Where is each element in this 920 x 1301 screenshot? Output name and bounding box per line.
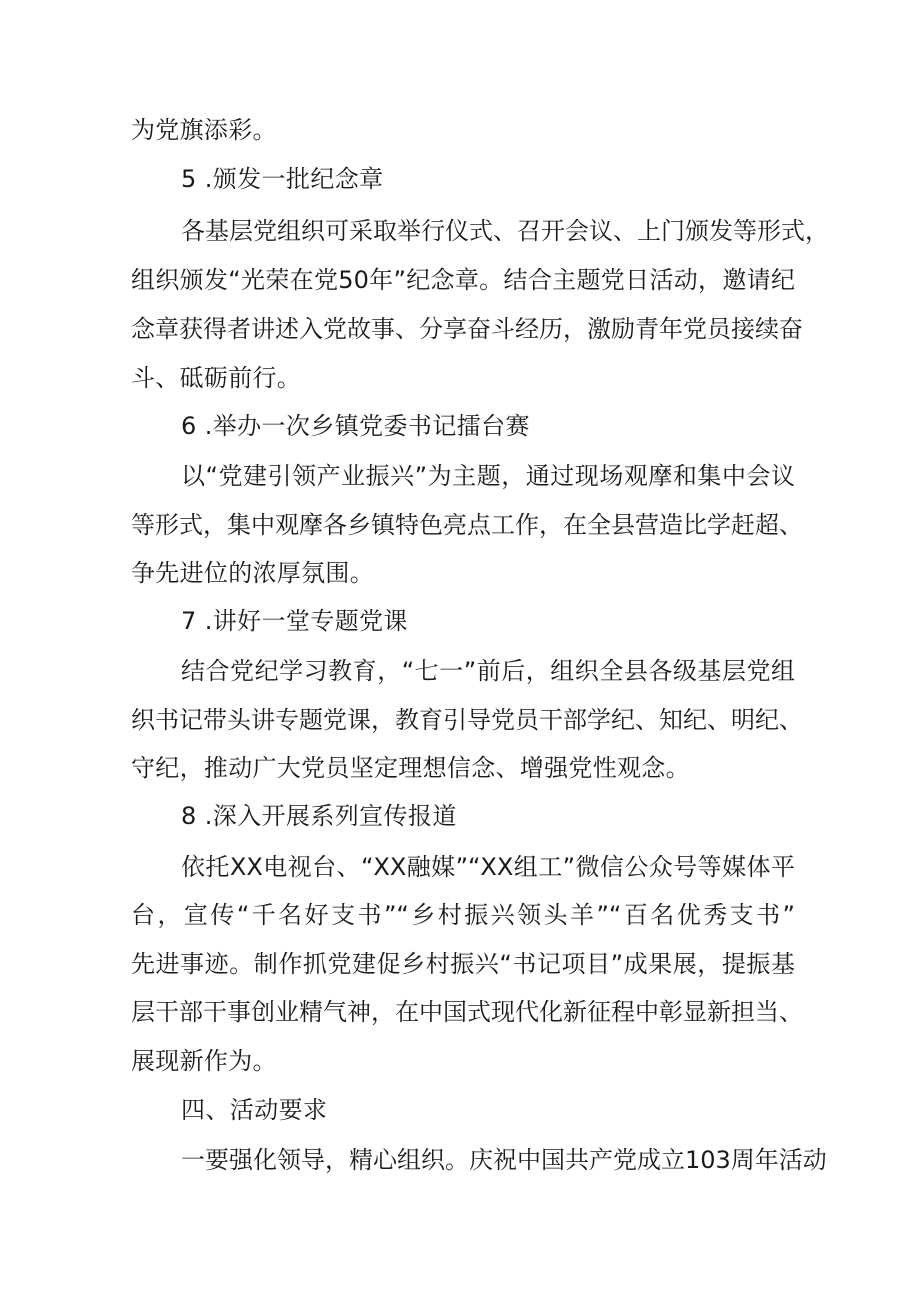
- section-heading-6: 6 .举办一次乡镇党委书记擂台赛: [181, 412, 530, 440]
- section-heading-7: 7 .讲好一堂专题党课: [181, 607, 408, 635]
- section-heading-5: 5 .颁发一批纪念章: [181, 165, 384, 193]
- paragraph-line: 一要强化领导，精心组织。庆祝中国共产党成立103周年活动: [181, 1146, 827, 1174]
- paragraph-line: 为党旗添彩。: [131, 116, 277, 144]
- paragraph-line: 各基层党组织可采取举行仪式、召开会议、上门颁发等形式，: [181, 217, 829, 245]
- paragraph-line: 织书记带头讲专题党课，教育引导党员干部学纪、知纪、明纪、: [131, 706, 803, 734]
- paragraph-line: 念章获得者讲述入党故事、分享奋斗经历，激励青年党员接续奋: [131, 315, 803, 343]
- paragraph-line: 结合党纪学习教育，“七一”前后，组织全县各级基层党组: [181, 657, 795, 685]
- section-heading-4: 四、活动要求: [181, 1096, 328, 1124]
- section-heading-8: 8 .深入开展系列宣传报道: [181, 802, 457, 830]
- paragraph-line: 先进事迹。制作抓党建促乡村振兴“书记项目”成果展，提振基: [131, 950, 795, 978]
- paragraph-line: 依托XX电视台、“XX融媒”“XX组工”微信公众号等媒体平: [181, 853, 795, 881]
- paragraph-line: 组织颁发“光荣在党50年”纪念章。结合主题党日活动，邀请纪: [131, 266, 795, 294]
- paragraph-line: 等形式，集中观摩各乡镇特色亮点工作，在全县营造比学赶超、: [131, 511, 803, 539]
- paragraph-line: 层干部干事创业精气神，在中国式现代化新征程中彰显新担当、: [131, 998, 803, 1026]
- paragraph-line: 以“党建引领产业振兴”为主题，通过现场观摩和集中会议: [181, 462, 795, 490]
- paragraph-line: 台，宣传“千名好支书”“乡村振兴领头羊”“百名优秀支书”: [131, 901, 795, 929]
- paragraph-line: 斗、砥砺前行。: [131, 364, 302, 392]
- paragraph-line: 守纪，推动广大党员坚定理想信念、增强党性观念。: [131, 754, 690, 782]
- paragraph-line: 争先进位的浓厚氛围。: [131, 559, 374, 587]
- paragraph-line: 展现新作为。: [131, 1047, 277, 1075]
